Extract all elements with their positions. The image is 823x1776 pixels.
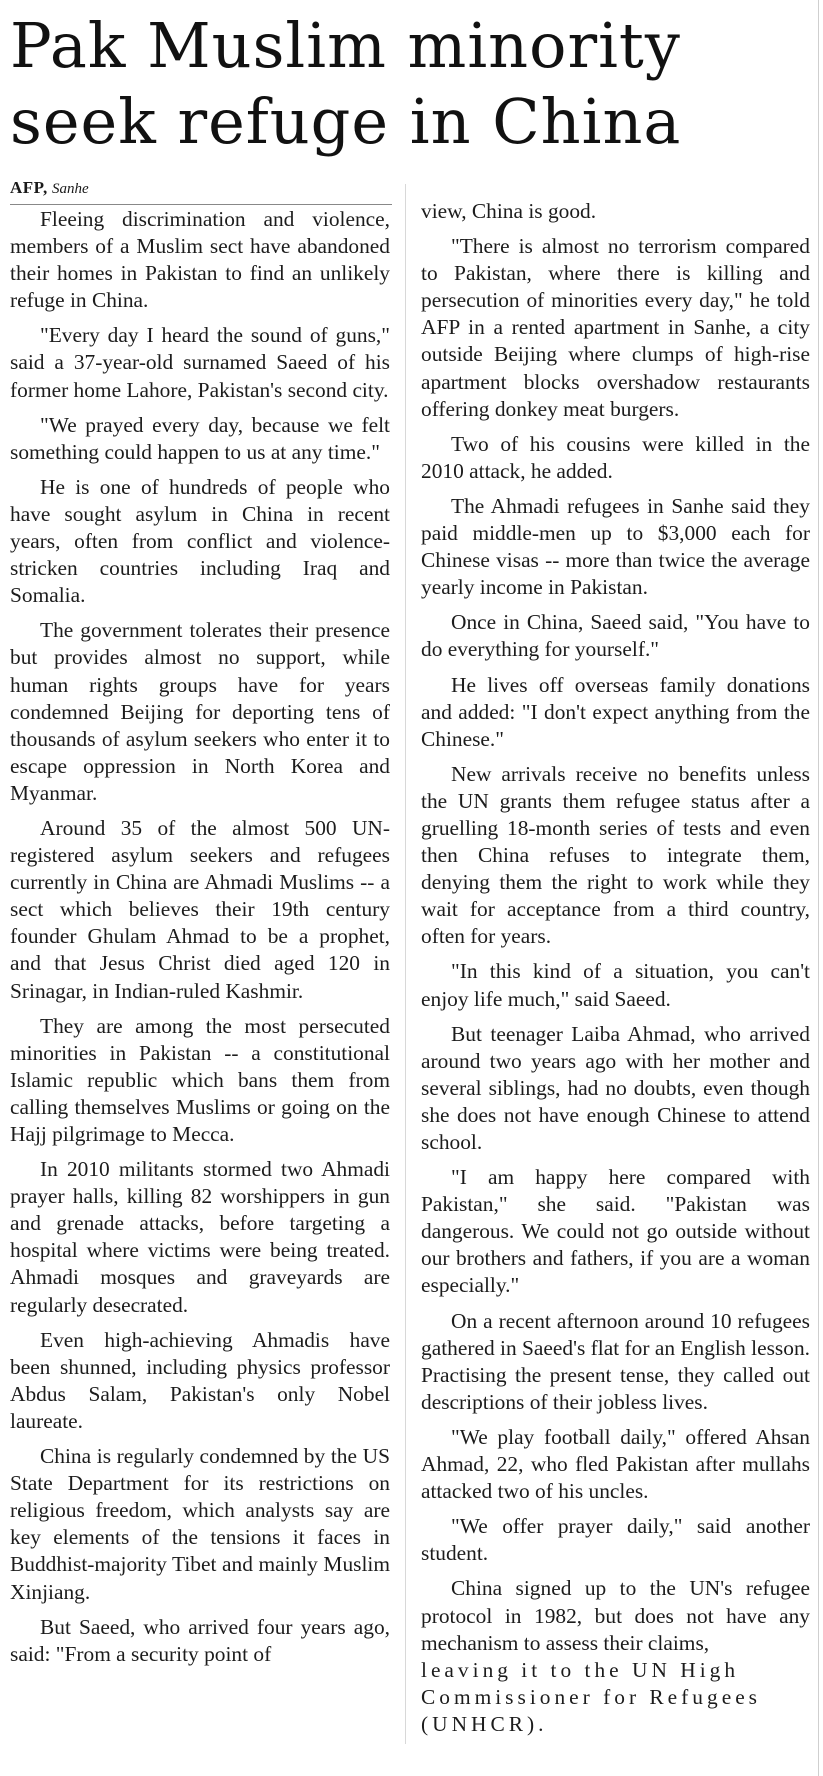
paragraph: But Saeed, who arrived four years ago, said: "From a security point of xyxy=(10,1614,390,1666)
paragraph: "Every day I heard the sound of guns," said a 37-year-old surnamed Saeed of his former home Lahore, Pakistan's second city. xyxy=(10,323,390,402)
clipping-edge xyxy=(818,0,819,1776)
paragraph-tail: leaving it to the UN High Commissioner for Refugees (UNHCR). xyxy=(421,1657,762,1736)
paragraph: On a recent afternoon around 10 refugees gathered in Saeed's flat for an English lesson. Practising the present tense, they called out descriptions of their jobless lives. xyxy=(421,1308,810,1414)
paragraph: Two of his cousins were killed in the 2010 attack, he added. xyxy=(421,431,810,483)
paragraph: "There is almost no terrorism compared to Pakistan, where there is killing and persecution of minorities every day," he told AFP in a rented apartment in Sanhe, a city outside Beijing where clumps of high-rise apartment blocks overshadow restaurants offering donkey meat burgers. xyxy=(421,234,810,421)
right-column xyxy=(421,198,810,1746)
headline: Pak Muslim minority seek refuge in China xyxy=(10,9,682,158)
paragraph: "In this kind of a situation, you can't enjoy life much," said Saeed. xyxy=(421,959,810,1011)
paragraph: Fleeing discrimination and violence, members of a Muslim sect have abandoned their homes in Pakistan to find an unlikely refuge in China. xyxy=(10,207,390,313)
paragraph: China signed up to the UN's refugee protocol in 1982, but does not have any mechanism to assess their claims, xyxy=(421,1576,810,1655)
paragraph-continued: view, China is good. xyxy=(421,199,597,223)
paragraph: The Ahmadi refugees in Sanhe said they paid middle-men up to $3,000 each for Chinese visas -- more than twice the average yearly income in Pakistan. xyxy=(421,493,810,600)
paragraph: He lives off overseas family donations and added: "I don't expect anything from the Chinese." xyxy=(421,672,810,751)
paragraph: They are among the most persecuted minorities in Pakistan -- a constitutional Islamic republic which bans them from calling themselves Muslims or going on the Hajj pilgrimage to Mecca. xyxy=(10,1013,390,1146)
paragraph: Once in China, Saeed said, "You have to do everything for yourself." xyxy=(421,610,810,662)
byline-agency: AFP, xyxy=(10,178,48,197)
paragraph: "We offer prayer daily," said another student. xyxy=(421,1514,810,1566)
column-divider xyxy=(405,184,406,1744)
paragraph: Around 35 of the almost 500 UN-registered asylum seekers and refugees currently in China are Ahmadi Muslims -- a sect which believes their 19th century founder Ghulam Ahmad to be a prophet, and that Jesus Christ died aged 120 in Srinagar, in Indian-ruled Kashmir. xyxy=(10,815,390,1003)
byline xyxy=(10,176,392,205)
paragraph: China is regularly condemned by the US State Department for its restrictions on religious freedom, which analysts say are key elements of the tensions it faces in Buddhist-majority Tibet and mainly Muslim Xinjiang. xyxy=(10,1444,390,1604)
paragraph: New arrivals receive no benefits unless the UN grants them refugee status after a gruelling 18-month series of tests and even then China refuses to integrate them, denying them the right to work while they wait for acceptance from a third country, often for years. xyxy=(421,761,810,949)
byline-place: Sanhe xyxy=(52,181,89,197)
left-column xyxy=(10,206,390,1676)
paragraph: He is one of hundreds of people who have sought asylum in China in recent years, often from conflict and violence-stricken countries including Iraq and Somalia. xyxy=(10,474,390,608)
paragraph: But teenager Laiba Ahmad, who arrived around two years ago with her mother and several siblings, had no doubts, even though she does not have enough Chinese to attend school. xyxy=(421,1021,810,1154)
paragraph: In 2010 militants stormed two Ahmadi prayer halls, killing 82 worshippers in gun and grenade attacks, before targeting a hospital where victims were being treated. Ahmadi mosques and graveyards are regularly desecrated. xyxy=(10,1157,390,1317)
paragraph: The government tolerates their presence but provides almost no support, while human rights groups have for years condemned Beijing for deporting tens of thousands of asylum seekers who enter it to escape oppression in North Korea and Myanmar. xyxy=(10,618,390,805)
paragraph: "I am happy here compared with Pakistan," she said. "Pakistan was dangerous. We could not go outside without our brothers and fathers, if you are a woman especially." xyxy=(421,1165,810,1298)
paragraph: "We prayed every day, because we felt something could happen to us at any time." xyxy=(10,412,390,464)
paragraph: "We play football daily," offered Ahsan Ahmad, 22, who fled Pakistan after mullahs attacked two of his uncles. xyxy=(421,1424,810,1504)
paragraph: Even high-achieving Ahmadis have been shunned, including physics professor Abdus Salam, Pakistan's only Nobel laureate. xyxy=(10,1327,390,1433)
